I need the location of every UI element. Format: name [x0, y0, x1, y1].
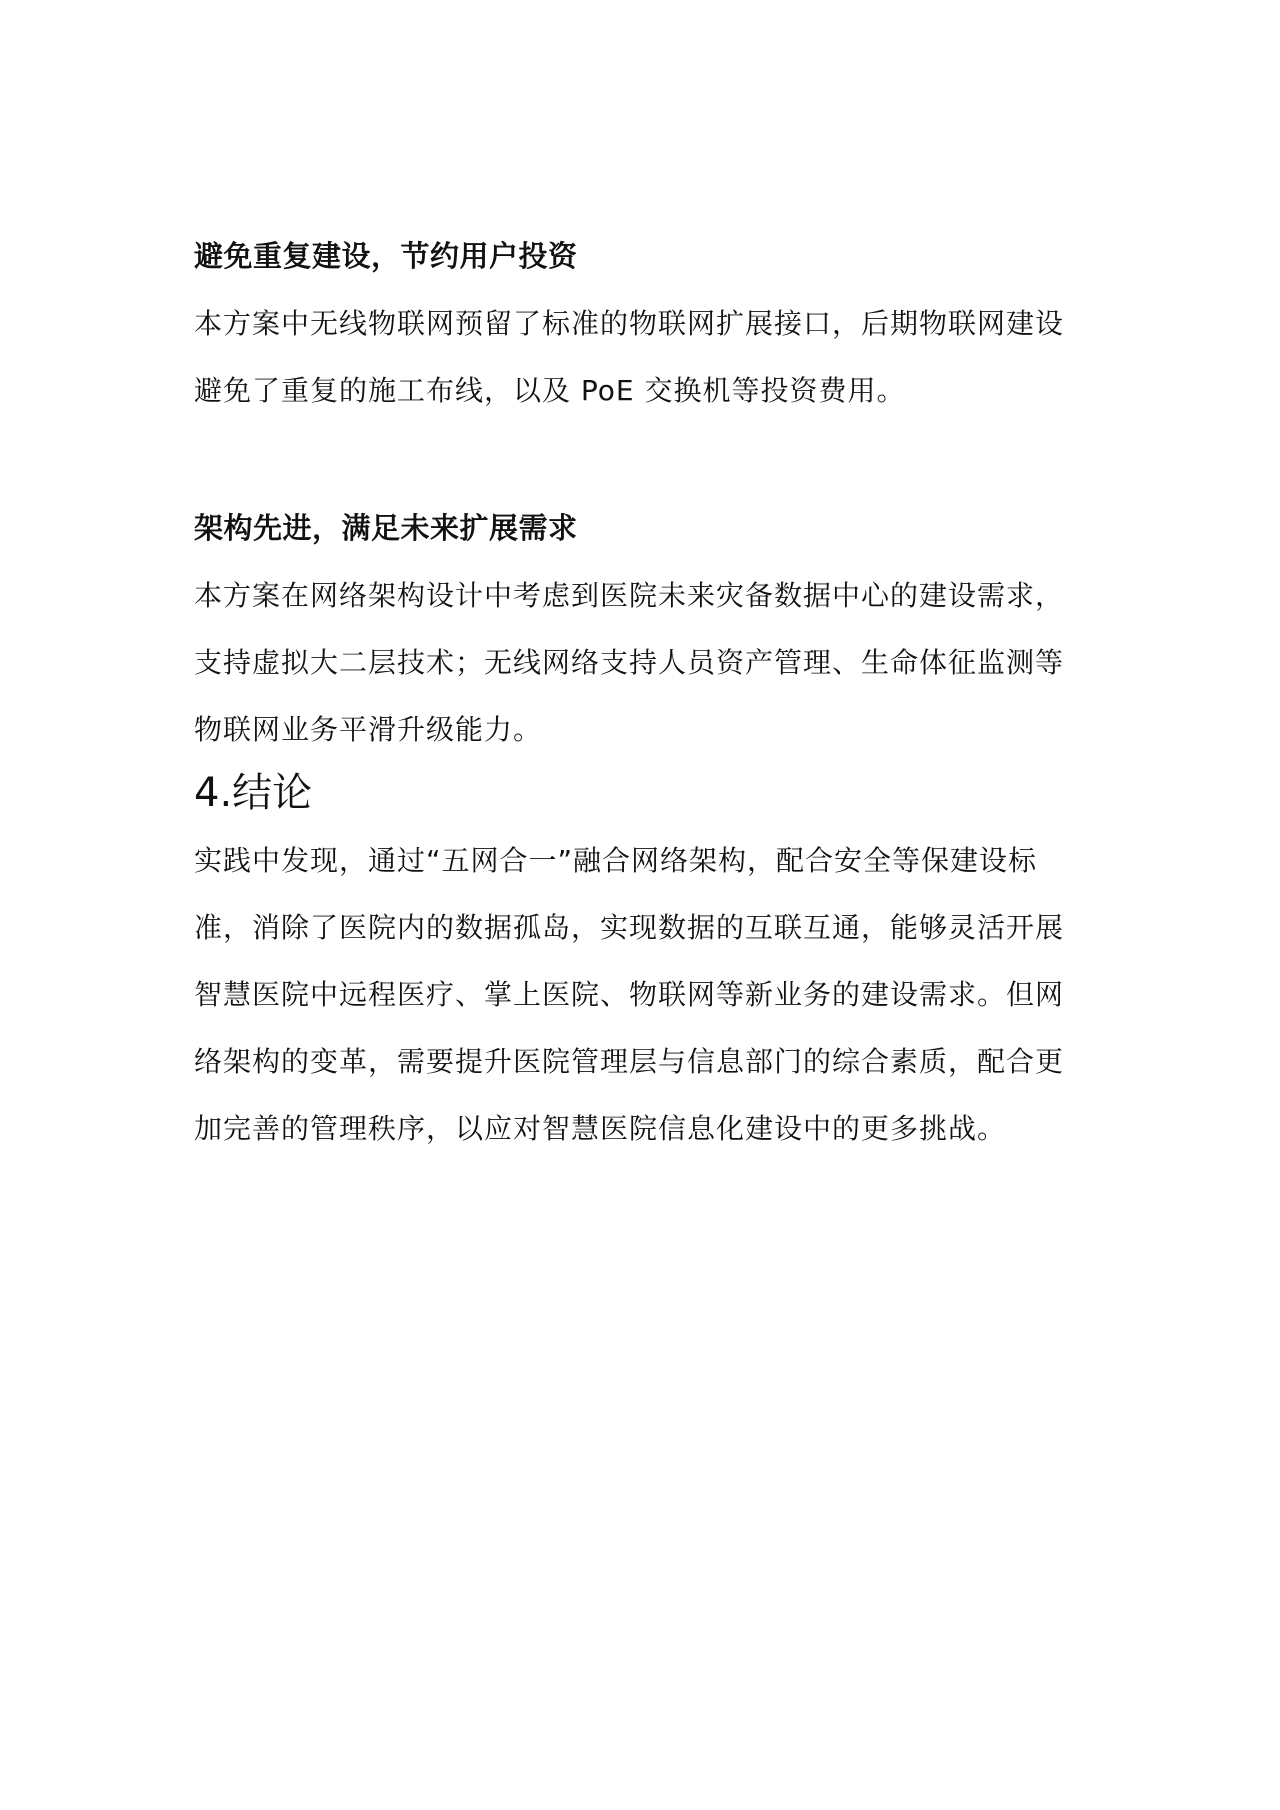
section-heading-avoid-rebuild: 避免重复建设，节约用户投资: [194, 239, 578, 273]
paragraph-line: 准，消除了医院内的数据孤岛，实现数据的互联互通，能够灵活开展: [194, 911, 1065, 944]
paragraph-line: 本方案中无线物联网预留了标准的物联网扩展接口，后期物联网建设: [194, 307, 1065, 340]
paragraph-line: 支持虚拟大二层技术；无线网络支持人员资产管理、生命体征监测等: [194, 646, 1065, 679]
page-content: [194, 236, 1084, 1162]
paragraph-line: 本方案在网络架构设计中考虑到医院未来灾备数据中心的建设需求，: [194, 579, 1065, 612]
section-heading-advanced-architecture: 架构先进，满足未来扩展需求: [194, 511, 578, 545]
paragraph-line: 智慧医院中远程医疗、掌上医院、物联网等新业务的建设需求。但网: [194, 978, 1065, 1011]
section-paragraph-advanced-architecture: [194, 562, 1084, 763]
conclusion-title: 4.结论: [194, 770, 313, 816]
paragraph-line: 加完善的管理秩序，以应对智慧医院信息化建设中的更多挑战。: [194, 1112, 1007, 1145]
paragraph-line: 物联网业务平滑升级能力。: [194, 713, 543, 746]
paragraph-line: 实践中发现，通过“五网合一”融合网络架构，配合安全等保建设标: [194, 844, 1038, 877]
conclusion-paragraph: [194, 827, 1084, 1162]
section-paragraph-avoid-rebuild: [194, 290, 1084, 424]
paragraph-line: 避免了重复的施工布线，以及 PoE 交换机等投资费用。: [194, 374, 906, 407]
section-spacer: [194, 424, 1084, 508]
paragraph-line: 络架构的变革，需要提升医院管理层与信息部门的综合素质，配合更: [194, 1045, 1065, 1078]
